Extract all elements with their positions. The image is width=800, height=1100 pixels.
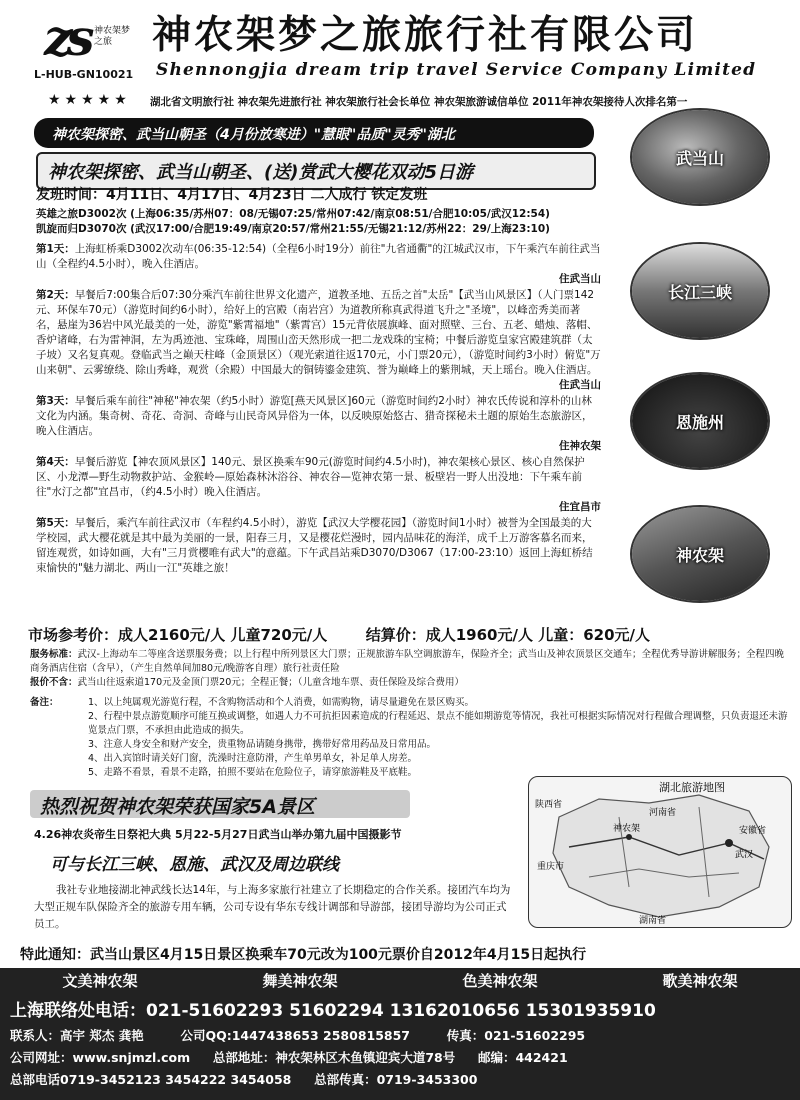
web-address-row [10, 1048, 568, 1066]
map-label: 武汉 [735, 850, 754, 860]
company-honors: 湖北省文明旅行社 神农架先进旅行社 神农架旅行社会长单位 神农架旅游诚信单位 2011年神农架接待人次排名第一 [150, 96, 688, 108]
excluded-text: 武当山往返索道170元及金顶门票20元；全程正餐；（儿童含地车票、责任保险及综合费用） [77, 677, 464, 688]
contacts-row [10, 1026, 585, 1044]
settle-price: 成人1960元/人 儿童：620元/人 [425, 626, 650, 644]
photo-caption: 武当山 [675, 149, 724, 168]
itinerary-day-2 [36, 288, 601, 393]
web-url[interactable]: www.snjmzl.com [72, 1050, 191, 1065]
day-text: 早餐后游览【神农顶风景区】140元、景区换乘车90元(游览时间约4.5小时)，神农架核心景区、核心自然保护区、小龙潭—野生动物救护站、金猴岭—原始森林沐浴谷、神农谷—览神农第一景、板壁岩一野人出没地：下午乘车前往"水汀之都"宜昌市，（约4.5小时）晚入住酒店。 [36, 456, 585, 498]
license-code: L-HUB-GN10021 [34, 68, 134, 81]
slogan-row [0, 970, 800, 991]
excluded-label: 报价不含： [30, 677, 78, 688]
note-item: 5、走路不看景，看景不走路，拍照不要站在危险位子，请穿旅游鞋及平底鞋。 [88, 767, 418, 778]
itinerary [36, 242, 601, 577]
contacts-names: 高宇 郑杰 龚艳 [60, 1028, 144, 1043]
day-text: 早餐后乘车前往"神秘"神农架（约5小时）游览[燕天风景区]60元（游览时间约2小时）神农氏传说和淳朴的山林文化为内涵。集奇树、奇花、奇洞、奇峰与山民奇风异俗为一体，以反映原始悠古、猎奇探秘未土题的原始生态旅游区，晚入住酒店。 [36, 395, 593, 437]
linkage-headline: 可与长江三峡、恩施、武汉及周边联线 [50, 855, 339, 875]
photo-caption: 恩施州 [675, 413, 724, 432]
contact-footer [0, 968, 800, 1100]
itinerary-day-3 [36, 394, 601, 454]
hubei-map [528, 776, 792, 928]
service-excluded [30, 676, 790, 690]
rating-stars: ★★★★★ [48, 92, 131, 108]
service-included [30, 648, 790, 676]
slogan: 文美神农架 [62, 972, 138, 990]
note-item: 2、行程中景点游览顺序可能互换或调整，如遇人力不可抗拒因素造成的行程延迟、景点不能如期游览等情况，我社可根据实际情况对行程做合理调整，只负责退还未游览景点门票，不承担由此造成的损失。 [88, 711, 788, 736]
contacts-label: 联系人： [10, 1028, 61, 1043]
special-notice: 特此通知：武当山景区4月15日景区换乘车70元改为100元票价自2012年4月15日起执行 [20, 947, 587, 963]
return-train: 凯旋而归D3070次 (武汉17:00/合肥19:49/南京20:57/常州21:55/无锡21:12/苏州22：29/上海23:10) [36, 223, 550, 235]
day-label: 第1天： [36, 243, 75, 255]
promo-banner: 神农架探密、武当山朝圣（4月份放寒进）"慧眼"品质"灵秀"湖北 [34, 118, 594, 148]
fax-label: 传真： [446, 1028, 485, 1043]
slogan: 歌美神农架 [662, 972, 738, 990]
hq-fax-label: 总部传真： [314, 1072, 377, 1087]
company-qq: 公司QQ:1447438653 2580815857 [180, 1028, 411, 1043]
day-label: 第5天： [36, 517, 75, 529]
hq-row [10, 1070, 477, 1088]
web-label: 公司网址： [10, 1050, 73, 1065]
company-name-en: Shennongjia dream trip travel Service Company Limited [156, 60, 757, 80]
itinerary-day-4 [36, 455, 601, 515]
day-label: 第4天： [36, 456, 75, 468]
day-stay: 住武当山 [559, 273, 601, 285]
shanghai-phones [10, 996, 656, 1021]
notes [30, 696, 790, 780]
map-title: 湖北旅游地图 [659, 781, 725, 794]
address: 神农架林区木鱼镇迎宾大道78号 [275, 1050, 456, 1065]
shanghai-label: 上海联络处电话： [10, 1001, 146, 1021]
map-label: 安徽省 [739, 826, 767, 836]
photo-shennongjia [630, 505, 770, 603]
map-graphic [529, 777, 792, 928]
day-text: 早餐后7:00集合后07:30分乘汽车前往世界文化遗产，道教圣地、五岳之首"太岳"【武当山风景区】（人门票142元、环保车70元）（游览时间约6小时），给好上的宫殿（南岩宫）为道教所称真武得道飞升之"圣境"，以峰峦秀美而著名，悬崖为36岩中风光最美的一处，游览"紫霄福地"（紫霄宫）15元背依展旗峰、面对照壁、三台、五老、蜡烛、落帽、香炉诸峰，右为雷神洞，左为禹迹池、宝珠峰，周围山峦天然形成一把二龙戏珠的宝椅；中餐后游览皇家宫殿建筑群（太子坡）又名复真观。登临武当之巅天柱峰（金顶景区）（观光索道往返170元，小门票20元），（游览时间约3小时）俯览"万山来朝"、云雾缭绕、除山秀峰，观赏（余殿）中国最大的铜铸鎏金建筑、誉为巅峰上的紫荆城，天上瑶台。晚入住酒店。 [36, 289, 601, 376]
slogan: 舞美神农架 [262, 972, 338, 990]
settle-price-label: 结算价： [365, 626, 426, 644]
hq-phone-label: 总部电话 [10, 1072, 61, 1087]
slogan: 色美神农架 [462, 972, 538, 990]
map-label: 河南省 [649, 808, 677, 818]
price-line [28, 624, 650, 645]
itinerary-day-1 [36, 242, 601, 287]
photo-three-gorges [630, 242, 770, 340]
day-text: 早餐后，乘汽车前往武汉市（车程约4.5小时），游览【武汉大学樱花园】（游览时间1小时）被誉为全国最美的大学校园，武大樱花就是其中最为美丽的一景，阳春三月，又是樱花烂漫时，园内品味花的海洋，成千上万游客慕名而来，留连观赏，如诗如画，大有"三月赏樱唯有武大"的意蕴。下午武昌站乘D3070/D3067（17:00-23:10）返回上海虹桥结束愉快的"魅力湖北、两山一江"英雄之旅！ [36, 517, 593, 574]
company-logo [34, 8, 142, 86]
company-intro: 我社专业地接湖北神武线长达14年，与上海多家旅行社建立了长期稳定的合作关系。接团汽车均为大型正规车队保险齐全的旅游专用车辆，公司专设有华东专线计调部和导游部，接团导游均为公司正式员工。 [34, 884, 511, 930]
day-label: 第3天： [36, 395, 75, 407]
day-stay: 住神农架 [559, 440, 601, 452]
festival-line: 4.26神农炎帝生日祭祀大典 5月22-5月27日武当山举办第九届中国摄影节 [34, 828, 402, 841]
hq-fax: 0719-3453300 [376, 1072, 478, 1087]
market-price-label: 市场参考价： [28, 626, 119, 644]
market-price: 成人2160元/人 儿童720元/人 [118, 626, 328, 644]
day-text: 上海虹桥乘D3002次动车(06:35-12:54)（全程6小时19分）前往"九省通衢"的江城武汉市，下午乘汽车前往武当山（全程约4.5小时），晚入住酒店。 [36, 243, 601, 270]
logo-brand: 神农架梦之旅 [94, 26, 131, 47]
itinerary-day-5 [36, 516, 601, 576]
service-details [30, 648, 790, 690]
photo-caption: 长江三峡 [667, 283, 732, 302]
day-stay: 住宜昌市 [559, 501, 601, 513]
photo-caption: 神农架 [675, 546, 724, 565]
service-text: 武汉-上海动车二等座含送票服务费；以上行程中所列景区大门票；正规旅游车队空调旅游车，保险齐全；武当山及神农顶景区交通车；全程优秀导游讲解服务；全程四晚商务酒店住宿（含早），（产生自然单间加80元/晚游客自理）旅行社责任险 [30, 649, 784, 674]
zip-label: 邮编： [477, 1050, 516, 1065]
note-item: 1、以上纯属观光游览行程，不含购物活动和个人消费，如需购物，请尽量避免在景区购买。 [88, 697, 475, 708]
service-label: 服务标准： [30, 649, 78, 660]
notes-label: 备注： [30, 697, 59, 708]
departure-dates: 发班时间：4月11日、4月17日、4月23日 二人成行 铁定发班 [36, 187, 428, 203]
zip-code: 442421 [515, 1050, 568, 1065]
fax-number: 021-51602295 [484, 1028, 586, 1043]
map-label: 重庆市 [537, 862, 565, 872]
five-a-banner: 热烈祝贺神农架荣获国家5A景区 [30, 790, 410, 818]
day-stay: 住武当山 [559, 379, 601, 391]
logo-mark: zs [44, 8, 89, 67]
hq-phones: 0719-3452123 3454222 3454058 [60, 1072, 292, 1087]
photo-enshi [630, 372, 770, 470]
address-label: 总部地址： [212, 1050, 276, 1065]
note-item: 4、出入宾馆时请关好门窗，洗澡时注意防滑，产生单男单女，补足单人房差。 [88, 753, 418, 764]
map-label: 神农架 [613, 824, 641, 834]
day-label: 第2天： [36, 289, 75, 301]
outbound-train: 英雄之旅D3002次 (上海06:35/苏州07：08/无锡07:25/常州07:42/南京08:51/合肥10:05/武汉12:54) [36, 208, 550, 220]
photo-wudang [630, 108, 770, 206]
map-label: 湖南省 [639, 916, 667, 926]
company-name-cn: 神农架梦之旅旅行社有限公司 [152, 13, 699, 58]
map-label: 陕西省 [535, 800, 563, 810]
note-item: 3、注意人身安全和财产安全，贵重物品请随身携带，携带好常用药品及日常用品。 [88, 739, 437, 750]
shanghai-numbers: 021-51602293 51602294 13162010656 15301935910 [146, 1001, 656, 1021]
tour-title: 神农架探密、武当山朝圣、(送)赏武大樱花双动5日游 [36, 152, 596, 190]
